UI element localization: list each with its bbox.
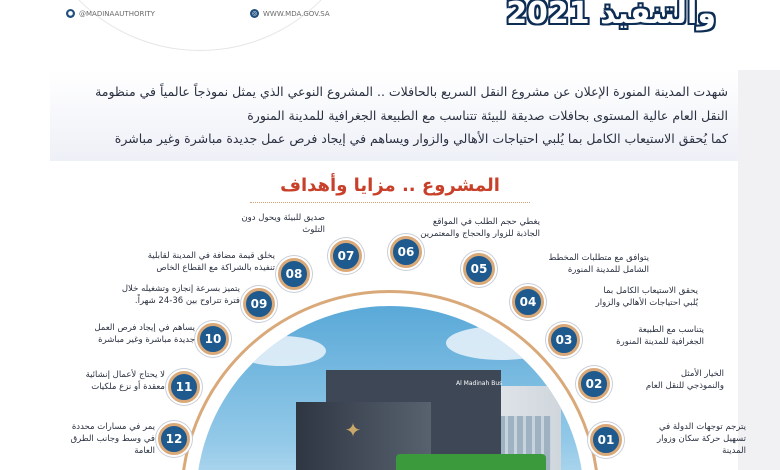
item-number-08: 08 [278, 258, 310, 290]
item-07-line-2: التلوث [302, 225, 325, 235]
item-12 [45, 421, 155, 457]
item-04 [548, 285, 698, 309]
side-band [738, 70, 780, 470]
item-06 [380, 216, 540, 240]
item-09-line-2: فترة تتراوح بين 36-24 شهراً. [134, 296, 240, 306]
item-11-line-1: لا يحتاج لأعمال إنشائية [85, 370, 165, 380]
item-12-line-1: يمر في مسارات محددة [71, 422, 155, 432]
item-10-line-1: يساهم في إيجاد فرص العمل [94, 323, 195, 333]
item-03-line-1: يتناسب مع الطبيعة [638, 325, 704, 335]
item-04-line-1: يحقق الاستيعاب الكامل بما [603, 286, 698, 296]
item-11 [40, 369, 165, 393]
item-05 [499, 252, 649, 276]
item-01 [626, 421, 746, 457]
item-number-04: 04 [512, 286, 544, 318]
item-number-05: 05 [463, 253, 495, 285]
globe-icon: ◎ [251, 10, 258, 17]
item-10-line-2: جديدة مباشرة وغير مباشرة [98, 335, 195, 345]
item-03 [584, 324, 704, 348]
item-08-line-2: تنفيذه بالشراكة مع القطاع الخاص [156, 263, 275, 273]
item-number-11: 11 [168, 371, 200, 403]
item-02 [614, 368, 724, 392]
item-02-line-2: والنموذجي للنقل العام [645, 381, 724, 391]
item-08-line-1: يخلق قيمة مضافة في المدينة لقابلية [147, 251, 275, 261]
item-number-09: 09 [243, 288, 275, 320]
intro-box [50, 70, 738, 161]
item-11-line-2: معقدة أو نزع ملكيات [91, 382, 165, 392]
item-09 [80, 283, 240, 307]
item-number-02: 02 [578, 368, 610, 400]
item-number-03: 03 [548, 324, 580, 356]
website [250, 9, 330, 18]
item-05-line-2: الشامل للمدينة المنورة [567, 265, 649, 275]
item-number-12: 12 [158, 423, 190, 455]
item-03-line-2: الجغرافية للمدينة المنورة [616, 337, 704, 347]
emblem-icon: ✦ [344, 418, 362, 442]
section-title: المشروع .. مزايا وأهداف [280, 175, 500, 196]
item-06-line-1: يغطي حجم الطلب في المواقع [432, 217, 540, 227]
item-02-line-1: الخيار الأمثل [680, 369, 724, 379]
item-01-line-3: المدينة [722, 446, 746, 456]
item-01-line-2: تسهيل حركة سكان وزوار [657, 434, 746, 444]
item-09-line-1: يتميز بسرعة إنجازه وتشغيله خلال [121, 284, 240, 294]
item-number-06: 06 [390, 236, 422, 268]
intro-line-1: شهدت المدينة المنورة الإعلان عن مشروع النقل السريع بالحافلات .. المشروع النوعي الذي يمثل نموذجاً عالمياً في منظومة [95, 84, 728, 99]
item-10 [60, 322, 195, 346]
item-12-line-3: العامة [134, 446, 155, 456]
item-01-line-1: يترجم توجهات الدولة في [659, 422, 746, 432]
intro-line-2: النقل العام عالية المستوى بحافلات صديقة للبيئة تتناسب مع الطبيعة الجغرافية للمدينة المنورة [247, 108, 728, 123]
item-number-01: 01 [590, 424, 622, 456]
building-sign: Al Madinah Bus [456, 380, 503, 387]
item-08 [100, 250, 275, 274]
item-number-07: 07 [330, 240, 362, 272]
item-07 [205, 212, 325, 236]
item-number-10: 10 [197, 323, 229, 355]
item-05-line-1: يتوافق مع متطلبات المخطط [548, 253, 649, 263]
intro-line-3: كما يُحقق الاستيعاب الكامل بما يُلبي احتياجات الأهالي والزوار ويساهم في إيجاد فرص عمل جديدة مباشرة وغير مباشرة [114, 131, 728, 146]
social-handle [66, 9, 155, 18]
item-06-line-2: الجاذبة للزوار والحجاج والمعتمرين [420, 229, 540, 239]
headline: والتنفيذ 2021 [506, 0, 716, 31]
website-text: WWW.MDA.GOV.SA [263, 9, 330, 18]
item-12-line-2: في وسط وجانب الطرق [70, 434, 155, 444]
top-circle [30, 0, 370, 50]
social-icon: ● [67, 10, 74, 17]
item-04-line-2: يُلبي احتياجات الأهالي والزوار [595, 298, 698, 308]
social-handle-text: @MADINAAUTHORITY [79, 9, 155, 18]
item-07-line-1: صديق للبيئة ويحول دون [241, 213, 325, 223]
title-divider [250, 202, 530, 203]
